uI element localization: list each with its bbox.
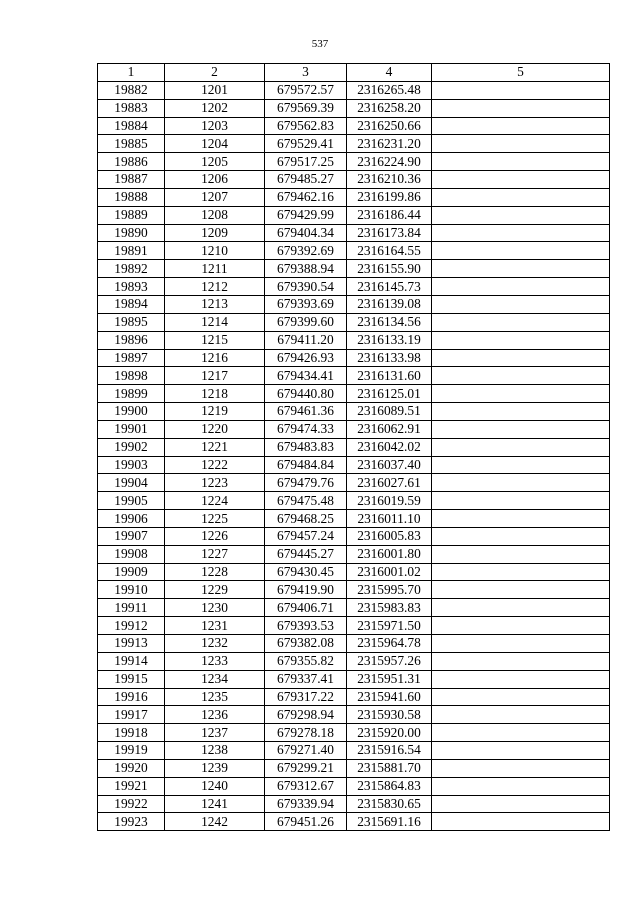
y-coordinate-cell: 2316001.02 <box>347 563 432 581</box>
note-cell <box>432 367 610 385</box>
point-number-cell: 19915 <box>98 670 165 688</box>
point-number-cell: 19890 <box>98 224 165 242</box>
note-cell <box>432 581 610 599</box>
index-cell: 1232 <box>165 635 265 653</box>
point-number-cell: 19910 <box>98 581 165 599</box>
index-cell: 1201 <box>165 81 265 99</box>
x-coordinate-cell: 679429.99 <box>265 206 347 224</box>
table-row <box>98 652 610 670</box>
note-cell <box>432 135 610 153</box>
page-number: 537 <box>311 38 329 50</box>
note-cell <box>432 813 610 831</box>
index-cell: 1237 <box>165 724 265 742</box>
index-cell: 1218 <box>165 385 265 403</box>
index-cell: 1209 <box>165 224 265 242</box>
index-cell: 1213 <box>165 295 265 313</box>
x-coordinate-cell: 679451.26 <box>265 813 347 831</box>
y-coordinate-cell: 2315957.26 <box>347 652 432 670</box>
note-cell <box>432 527 610 545</box>
note-cell <box>432 510 610 528</box>
point-number-cell: 19906 <box>98 510 165 528</box>
note-cell <box>432 545 610 563</box>
y-coordinate-cell: 2316250.66 <box>347 117 432 135</box>
point-number-cell: 19897 <box>98 349 165 367</box>
table-row <box>98 599 610 617</box>
point-number-cell: 19918 <box>98 724 165 742</box>
index-cell: 1203 <box>165 117 265 135</box>
table-row <box>98 420 610 438</box>
point-number-cell: 19885 <box>98 135 165 153</box>
x-coordinate-cell: 679430.45 <box>265 563 347 581</box>
note-cell <box>432 724 610 742</box>
point-number-cell: 19913 <box>98 635 165 653</box>
index-cell: 1205 <box>165 153 265 171</box>
y-coordinate-cell: 2316011.10 <box>347 510 432 528</box>
x-coordinate-cell: 679562.83 <box>265 117 347 135</box>
y-coordinate-cell: 2316164.55 <box>347 242 432 260</box>
y-coordinate-cell: 2316062.91 <box>347 420 432 438</box>
index-cell: 1222 <box>165 456 265 474</box>
point-number-cell: 19895 <box>98 313 165 331</box>
point-number-cell: 19900 <box>98 403 165 421</box>
note-cell <box>432 456 610 474</box>
note-cell <box>432 224 610 242</box>
x-coordinate-cell: 679298.94 <box>265 706 347 724</box>
table-row <box>98 224 610 242</box>
table-row <box>98 99 610 117</box>
y-coordinate-cell: 2316131.60 <box>347 367 432 385</box>
table-row <box>98 635 610 653</box>
table-row <box>98 777 610 795</box>
y-coordinate-cell: 2316001.80 <box>347 545 432 563</box>
x-coordinate-cell: 679461.36 <box>265 403 347 421</box>
x-coordinate-cell: 679388.94 <box>265 260 347 278</box>
point-number-cell: 19914 <box>98 652 165 670</box>
x-coordinate-cell: 679382.08 <box>265 635 347 653</box>
x-coordinate-cell: 679271.40 <box>265 742 347 760</box>
point-number-cell: 19891 <box>98 242 165 260</box>
note-cell <box>432 260 610 278</box>
x-coordinate-cell: 679462.16 <box>265 188 347 206</box>
note-cell <box>432 706 610 724</box>
table-row <box>98 527 610 545</box>
x-coordinate-cell: 679411.20 <box>265 331 347 349</box>
table-row <box>98 171 610 189</box>
table-row <box>98 795 610 813</box>
y-coordinate-cell: 2316199.86 <box>347 188 432 206</box>
x-coordinate-cell: 679278.18 <box>265 724 347 742</box>
y-coordinate-cell: 2316210.36 <box>347 171 432 189</box>
table-row <box>98 313 610 331</box>
point-number-cell: 19898 <box>98 367 165 385</box>
table-body <box>98 81 610 830</box>
point-number-cell: 19922 <box>98 795 165 813</box>
y-coordinate-cell: 2315864.83 <box>347 777 432 795</box>
point-number-cell: 19903 <box>98 456 165 474</box>
column-header-5: 5 <box>432 64 610 82</box>
x-coordinate-cell: 679393.53 <box>265 617 347 635</box>
table-header <box>98 64 610 82</box>
x-coordinate-cell: 679468.25 <box>265 510 347 528</box>
x-coordinate-cell: 679517.25 <box>265 153 347 171</box>
x-coordinate-cell: 679434.41 <box>265 367 347 385</box>
y-coordinate-cell: 2316139.08 <box>347 295 432 313</box>
x-coordinate-cell: 679337.41 <box>265 670 347 688</box>
table-row <box>98 759 610 777</box>
note-cell <box>432 313 610 331</box>
x-coordinate-cell: 679426.93 <box>265 349 347 367</box>
x-coordinate-cell: 679299.21 <box>265 759 347 777</box>
index-cell: 1219 <box>165 403 265 421</box>
note-cell <box>432 599 610 617</box>
y-coordinate-cell: 2315971.50 <box>347 617 432 635</box>
note-cell <box>432 742 610 760</box>
x-coordinate-cell: 679390.54 <box>265 278 347 296</box>
table-row <box>98 724 610 742</box>
point-number-cell: 19883 <box>98 99 165 117</box>
x-coordinate-cell: 679485.27 <box>265 171 347 189</box>
point-number-cell: 19904 <box>98 474 165 492</box>
table-row <box>98 617 610 635</box>
table-row <box>98 545 610 563</box>
x-coordinate-cell: 679312.67 <box>265 777 347 795</box>
x-coordinate-cell: 679399.60 <box>265 313 347 331</box>
header-row <box>98 64 610 82</box>
table-row <box>98 260 610 278</box>
column-header-2: 2 <box>165 64 265 82</box>
index-cell: 1236 <box>165 706 265 724</box>
y-coordinate-cell: 2316133.19 <box>347 331 432 349</box>
y-coordinate-cell: 2315983.83 <box>347 599 432 617</box>
table-row <box>98 456 610 474</box>
index-cell: 1208 <box>165 206 265 224</box>
index-cell: 1242 <box>165 813 265 831</box>
point-number-cell: 19905 <box>98 492 165 510</box>
note-cell <box>432 117 610 135</box>
y-coordinate-cell: 2315916.54 <box>347 742 432 760</box>
y-coordinate-cell: 2316027.61 <box>347 474 432 492</box>
y-coordinate-cell: 2316042.02 <box>347 438 432 456</box>
index-cell: 1241 <box>165 795 265 813</box>
y-coordinate-cell: 2316265.48 <box>347 81 432 99</box>
x-coordinate-cell: 679404.34 <box>265 224 347 242</box>
y-coordinate-cell: 2316019.59 <box>347 492 432 510</box>
note-cell <box>432 295 610 313</box>
y-coordinate-cell: 2316258.20 <box>347 99 432 117</box>
point-number-cell: 19887 <box>98 171 165 189</box>
table-row <box>98 670 610 688</box>
note-cell <box>432 474 610 492</box>
index-cell: 1214 <box>165 313 265 331</box>
index-cell: 1233 <box>165 652 265 670</box>
x-coordinate-cell: 679475.48 <box>265 492 347 510</box>
y-coordinate-cell: 2316186.44 <box>347 206 432 224</box>
note-cell <box>432 331 610 349</box>
note-cell <box>432 81 610 99</box>
index-cell: 1225 <box>165 510 265 528</box>
index-cell: 1235 <box>165 688 265 706</box>
index-cell: 1220 <box>165 420 265 438</box>
index-cell: 1228 <box>165 563 265 581</box>
x-coordinate-cell: 679392.69 <box>265 242 347 260</box>
point-number-cell: 19907 <box>98 527 165 545</box>
index-cell: 1238 <box>165 742 265 760</box>
note-cell <box>432 617 610 635</box>
point-number-cell: 19902 <box>98 438 165 456</box>
note-cell <box>432 206 610 224</box>
column-header-4: 4 <box>347 64 432 82</box>
point-number-cell: 19920 <box>98 759 165 777</box>
x-coordinate-cell: 679406.71 <box>265 599 347 617</box>
table-row <box>98 688 610 706</box>
note-cell <box>432 759 610 777</box>
note-cell <box>432 99 610 117</box>
table-row <box>98 81 610 99</box>
note-cell <box>432 171 610 189</box>
point-number-cell: 19896 <box>98 331 165 349</box>
y-coordinate-cell: 2315995.70 <box>347 581 432 599</box>
point-number-cell: 19894 <box>98 295 165 313</box>
x-coordinate-cell: 679440.80 <box>265 385 347 403</box>
table-row <box>98 510 610 528</box>
x-coordinate-cell: 679355.82 <box>265 652 347 670</box>
y-coordinate-cell: 2315951.31 <box>347 670 432 688</box>
index-cell: 1223 <box>165 474 265 492</box>
note-cell <box>432 492 610 510</box>
note-cell <box>432 777 610 795</box>
table-row <box>98 331 610 349</box>
point-number-cell: 19908 <box>98 545 165 563</box>
point-number-cell: 19892 <box>98 260 165 278</box>
point-number-cell: 19889 <box>98 206 165 224</box>
x-coordinate-cell: 679569.39 <box>265 99 347 117</box>
table-row <box>98 278 610 296</box>
x-coordinate-cell: 679445.27 <box>265 545 347 563</box>
index-cell: 1224 <box>165 492 265 510</box>
index-cell: 1226 <box>165 527 265 545</box>
table-row <box>98 492 610 510</box>
index-cell: 1230 <box>165 599 265 617</box>
point-number-cell: 19882 <box>98 81 165 99</box>
table-row <box>98 242 610 260</box>
point-number-cell: 19893 <box>98 278 165 296</box>
x-coordinate-cell: 679393.69 <box>265 295 347 313</box>
table-row <box>98 403 610 421</box>
table-row <box>98 349 610 367</box>
index-cell: 1207 <box>165 188 265 206</box>
table-row <box>98 581 610 599</box>
table-row <box>98 563 610 581</box>
y-coordinate-cell: 2315881.70 <box>347 759 432 777</box>
point-number-cell: 19917 <box>98 706 165 724</box>
note-cell <box>432 385 610 403</box>
point-number-cell: 19888 <box>98 188 165 206</box>
x-coordinate-cell: 679529.41 <box>265 135 347 153</box>
point-number-cell: 19916 <box>98 688 165 706</box>
index-cell: 1217 <box>165 367 265 385</box>
point-number-cell: 19923 <box>98 813 165 831</box>
index-cell: 1215 <box>165 331 265 349</box>
y-coordinate-cell: 2315930.58 <box>347 706 432 724</box>
table-row <box>98 474 610 492</box>
y-coordinate-cell: 2315964.78 <box>347 635 432 653</box>
y-coordinate-cell: 2316089.51 <box>347 403 432 421</box>
note-cell <box>432 795 610 813</box>
y-coordinate-cell: 2316133.98 <box>347 349 432 367</box>
note-cell <box>432 670 610 688</box>
x-coordinate-cell: 679479.76 <box>265 474 347 492</box>
table-row <box>98 706 610 724</box>
point-number-cell: 19911 <box>98 599 165 617</box>
note-cell <box>432 403 610 421</box>
x-coordinate-cell: 679483.83 <box>265 438 347 456</box>
y-coordinate-cell: 2316125.01 <box>347 385 432 403</box>
x-coordinate-cell: 679419.90 <box>265 581 347 599</box>
y-coordinate-cell: 2316224.90 <box>347 153 432 171</box>
index-cell: 1221 <box>165 438 265 456</box>
index-cell: 1212 <box>165 278 265 296</box>
y-coordinate-cell: 2316134.56 <box>347 313 432 331</box>
table-row <box>98 206 610 224</box>
table-row <box>98 385 610 403</box>
y-coordinate-cell: 2316231.20 <box>347 135 432 153</box>
note-cell <box>432 153 610 171</box>
point-number-cell: 19884 <box>98 117 165 135</box>
table-row <box>98 742 610 760</box>
y-coordinate-cell: 2315830.65 <box>347 795 432 813</box>
index-cell: 1240 <box>165 777 265 795</box>
note-cell <box>432 652 610 670</box>
note-cell <box>432 438 610 456</box>
note-cell <box>432 563 610 581</box>
y-coordinate-cell: 2316037.40 <box>347 456 432 474</box>
index-cell: 1216 <box>165 349 265 367</box>
index-cell: 1211 <box>165 260 265 278</box>
y-coordinate-cell: 2316173.84 <box>347 224 432 242</box>
table-row <box>98 188 610 206</box>
table-row <box>98 135 610 153</box>
point-number-cell: 19919 <box>98 742 165 760</box>
table-row <box>98 367 610 385</box>
table-row <box>98 117 610 135</box>
coordinates-table <box>97 63 610 831</box>
index-cell: 1234 <box>165 670 265 688</box>
point-number-cell: 19886 <box>98 153 165 171</box>
table-row <box>98 295 610 313</box>
point-number-cell: 19909 <box>98 563 165 581</box>
index-cell: 1202 <box>165 99 265 117</box>
note-cell <box>432 420 610 438</box>
x-coordinate-cell: 679474.33 <box>265 420 347 438</box>
point-number-cell: 19901 <box>98 420 165 438</box>
note-cell <box>432 635 610 653</box>
note-cell <box>432 188 610 206</box>
table-row <box>98 438 610 456</box>
table-row <box>98 153 610 171</box>
column-header-1: 1 <box>98 64 165 82</box>
point-number-cell: 19899 <box>98 385 165 403</box>
index-cell: 1231 <box>165 617 265 635</box>
y-coordinate-cell: 2315941.60 <box>347 688 432 706</box>
note-cell <box>432 278 610 296</box>
table-row <box>98 813 610 831</box>
x-coordinate-cell: 679572.57 <box>265 81 347 99</box>
y-coordinate-cell: 2316005.83 <box>347 527 432 545</box>
y-coordinate-cell: 2316155.90 <box>347 260 432 278</box>
x-coordinate-cell: 679339.94 <box>265 795 347 813</box>
index-cell: 1210 <box>165 242 265 260</box>
x-coordinate-cell: 679317.22 <box>265 688 347 706</box>
y-coordinate-cell: 2315920.00 <box>347 724 432 742</box>
point-number-cell: 19912 <box>98 617 165 635</box>
note-cell <box>432 349 610 367</box>
index-cell: 1227 <box>165 545 265 563</box>
x-coordinate-cell: 679457.24 <box>265 527 347 545</box>
y-coordinate-cell: 2315691.16 <box>347 813 432 831</box>
x-coordinate-cell: 679484.84 <box>265 456 347 474</box>
note-cell <box>432 688 610 706</box>
point-number-cell: 19921 <box>98 777 165 795</box>
note-cell <box>432 242 610 260</box>
index-cell: 1239 <box>165 759 265 777</box>
index-cell: 1206 <box>165 171 265 189</box>
index-cell: 1229 <box>165 581 265 599</box>
column-header-3: 3 <box>265 64 347 82</box>
index-cell: 1204 <box>165 135 265 153</box>
y-coordinate-cell: 2316145.73 <box>347 278 432 296</box>
